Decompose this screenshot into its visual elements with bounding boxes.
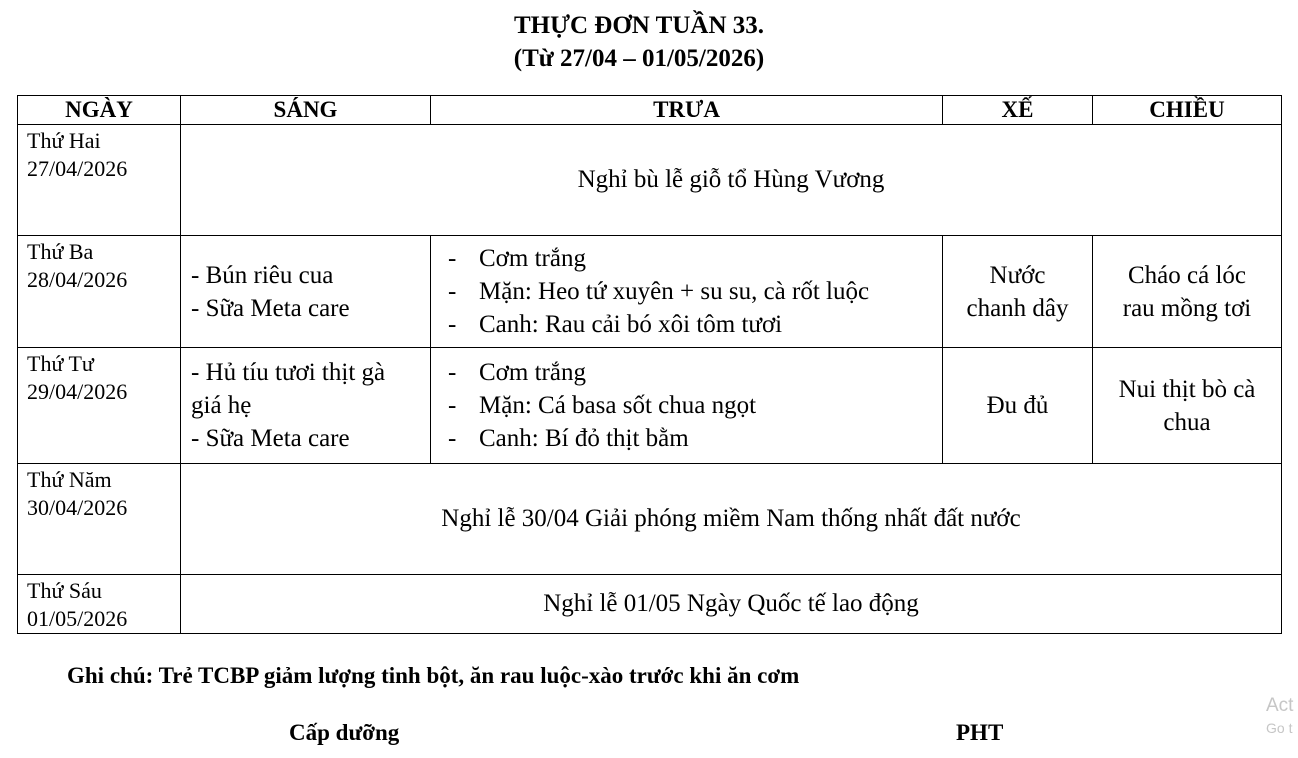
activation-watermark-sub: Go t (1266, 720, 1293, 736)
snack-item: Đu đủ (986, 392, 1049, 419)
list-dash: - (448, 359, 457, 386)
list-dash: - (448, 311, 457, 338)
morning-item: - Sữa Meta care (191, 294, 350, 322)
menu-note: Ghi chú: Trẻ TCBP giảm lượng tinh bột, ăn rau luộc-xào trước khi ăn cơm (67, 663, 800, 688)
noon-item: Mặn: Heo tứ xuyên + su su, cà rốt luộc (479, 278, 870, 305)
list-item (448, 422, 942, 455)
noon-item: Cơm trắng (479, 359, 586, 386)
afternoon-cell (1093, 236, 1282, 348)
header-morning: SÁNG (181, 96, 431, 125)
noon-list (431, 356, 942, 455)
header-day: NGÀY (18, 96, 181, 125)
day-cell (18, 464, 181, 575)
menu-title: THỰC ĐƠN TUẦN 33. (513, 12, 764, 39)
afternoon-cell (1093, 348, 1282, 464)
morning-item: - Hủ tíu tươi thịt gà (191, 359, 386, 386)
day-cell (18, 348, 181, 464)
morning-item: - Sữa Meta care (191, 425, 350, 452)
noon-item: Cơm trắng (479, 245, 586, 272)
day-cell (18, 575, 181, 634)
noon-list (431, 242, 942, 341)
weekly-menu-table (17, 95, 1282, 634)
table-row (18, 464, 1282, 575)
table-row (18, 236, 1282, 348)
activation-watermark: Act (1266, 695, 1294, 716)
day-cell (18, 236, 181, 348)
holiday-cell: Nghỉ lễ 30/04 Giải phóng miềm Nam thống nhất đất nước (181, 464, 1282, 575)
list-item (448, 308, 942, 341)
noon-item: Canh: Bí đỏ thịt bằm (479, 425, 689, 452)
table-header-row (18, 96, 1282, 125)
noon-item: Canh: Rau cải bó xôi tôm tươi (479, 311, 783, 338)
day-date: 01/05/2026 (27, 606, 128, 631)
menu-date-range: (Từ 27/04 – 01/05/2026) (513, 45, 765, 72)
header-snack: XẾ (943, 96, 1093, 125)
snack-cell (943, 348, 1093, 464)
table-row (18, 575, 1282, 634)
list-dash: - (448, 278, 457, 305)
day-date: 28/04/2026 (27, 267, 128, 292)
day-date: 29/04/2026 (27, 379, 128, 404)
list-item (448, 356, 942, 389)
list-dash: - (448, 392, 457, 419)
day-name: Thứ Hai (27, 128, 101, 153)
morning-cell (181, 348, 431, 464)
noon-item: Mặn: Cá basa sốt chua ngọt (479, 392, 757, 419)
day-name: Thứ Năm (27, 467, 112, 492)
day-name: Thứ Tư (27, 351, 94, 376)
afternoon-item: chua (1163, 408, 1211, 436)
afternoon-item: Cháo cá lóc (1127, 261, 1246, 289)
afternoon-item: rau mồng tơi (1122, 294, 1252, 322)
day-date: 30/04/2026 (27, 495, 128, 520)
header-noon: TRƯA (431, 96, 943, 125)
day-name: Thứ Ba (27, 239, 94, 264)
header-afternoon: CHIỀU (1093, 96, 1282, 125)
snack-item: chanh dây (966, 294, 1069, 322)
day-cell (18, 125, 181, 236)
noon-cell (431, 236, 943, 348)
list-item (448, 389, 942, 422)
table-row (18, 348, 1282, 464)
morning-item: giá hẹ (191, 392, 252, 419)
holiday-cell: Nghỉ lễ 01/05 Ngày Quốc tế lao động (181, 575, 1282, 634)
table-row (18, 125, 1282, 236)
morning-cell (181, 236, 431, 348)
morning-item: - Bún riêu cua (191, 261, 334, 289)
list-item (448, 242, 942, 275)
noon-cell (431, 348, 943, 464)
list-dash: - (448, 245, 457, 272)
holiday-cell: Nghỉ bù lễ giỗ tổ Hùng Vương (181, 125, 1282, 236)
snack-item: Nước (989, 261, 1046, 289)
signature-vice-principal: PHT (956, 720, 1004, 745)
day-name: Thứ Sáu (27, 578, 102, 603)
snack-cell (943, 236, 1093, 348)
list-dash: - (448, 425, 457, 452)
afternoon-item: Nui thịt bò cà (1118, 375, 1256, 403)
signature-cook: Cấp dưỡng (289, 720, 400, 745)
list-item (448, 275, 942, 308)
day-date: 27/04/2026 (27, 156, 128, 181)
